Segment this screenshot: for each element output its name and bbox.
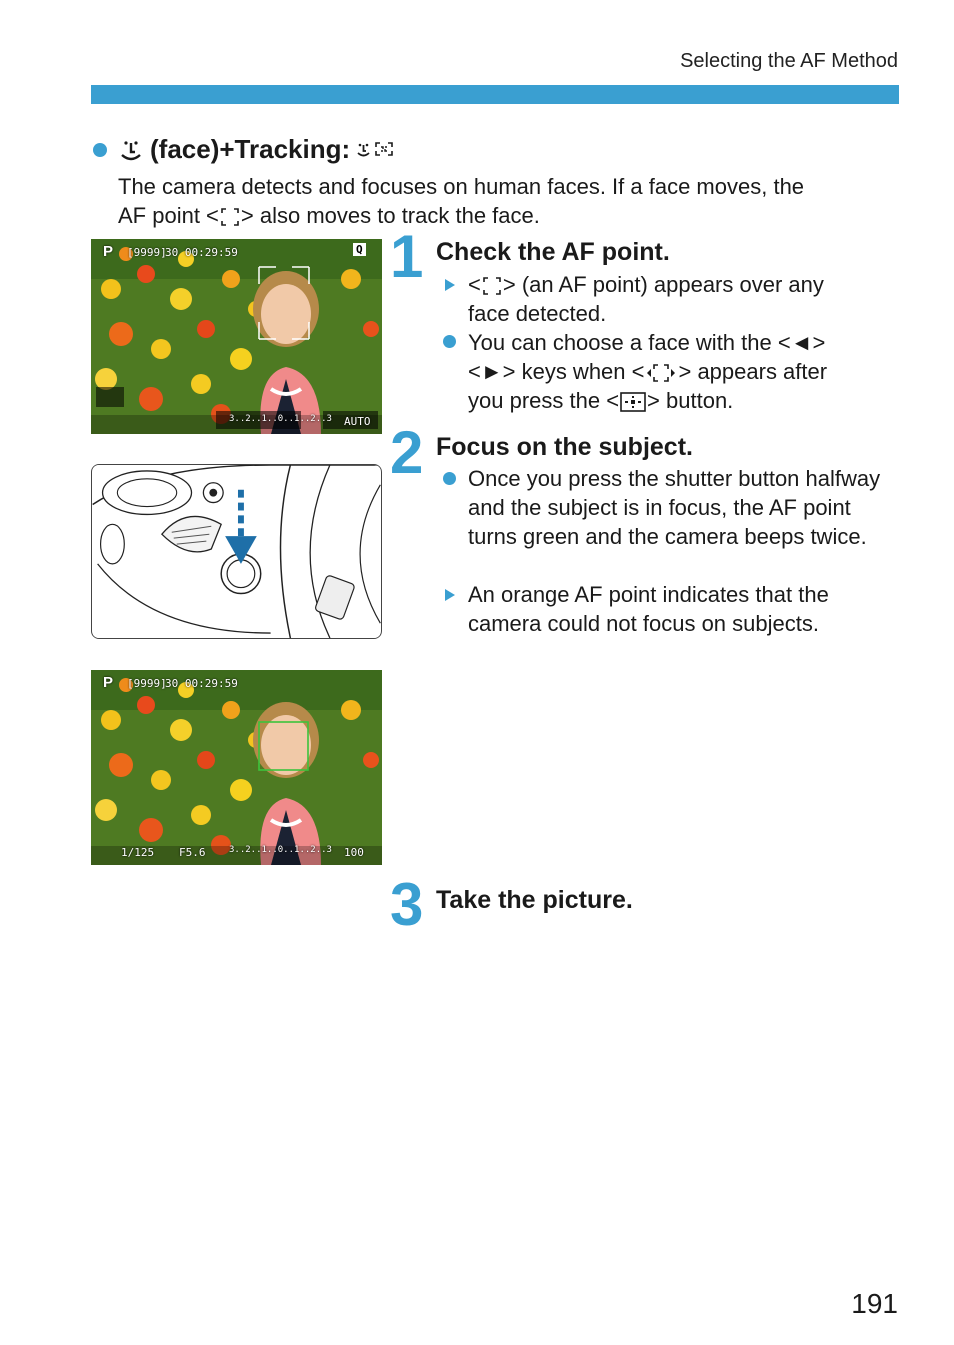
header-bar [91, 85, 899, 104]
shutter-button-illustration [91, 464, 382, 639]
flower-scene-focused [91, 670, 382, 865]
step-number: 3 [390, 871, 424, 938]
step-number: 1 [390, 223, 424, 290]
af-point-icon [219, 207, 241, 227]
result-marker [445, 589, 455, 601]
section-title-text: (face)+Tracking: [150, 134, 351, 164]
af-point-icon [481, 276, 503, 296]
iso-readout: 100 [344, 846, 364, 859]
live-view-face-detected [91, 239, 382, 434]
q-button: Q [353, 243, 366, 256]
timer-readout: 30 00:29:59 [165, 677, 238, 690]
face-icon [118, 137, 144, 163]
page-number: 191 [851, 1288, 898, 1319]
step-number: 2 [390, 419, 424, 486]
camera-top-drawing [92, 465, 381, 638]
shots-remaining: [9999] [127, 677, 167, 690]
shutter-speed: 1/125 [121, 846, 155, 859]
bullet-marker [443, 472, 456, 485]
exposure-scale: 3..2..1..0..1..2..3 [229, 414, 332, 424]
exposure-scale: 3..2..1..0..1..2..3 [229, 845, 332, 855]
timer-readout: 30 00:29:59 [165, 246, 238, 259]
live-view-focused [91, 670, 382, 865]
shooting-mode: P [103, 674, 114, 691]
result-marker [445, 279, 455, 291]
shots-remaining: [9999] [127, 246, 167, 259]
selectable-af-point-icon [644, 362, 678, 384]
section-description: The camera detects and focuses on human faces. If a face moves, the AF point < > also moves to track the face. [118, 174, 805, 228]
iso-readout: AUTO [344, 415, 371, 428]
step-title: Take the picture. [436, 886, 633, 914]
step-title: Check the AF point. [436, 238, 670, 266]
step-2-item-1: Once you press the shutter button halfway and the subject is in focus, the AF point turns green and the camera beeps twice. [468, 466, 881, 549]
step-title: Focus on the subject. [436, 433, 693, 461]
step-1-item-1: < > (an AF point) appears over any face detected. [468, 272, 824, 326]
section-title [118, 134, 396, 165]
bullet-marker [443, 335, 456, 348]
face-tracking-icon [356, 137, 396, 163]
step-2-item-2: An orange AF point indicates that the camera could not focus on subjects. [468, 582, 829, 636]
flower-scene [91, 239, 382, 434]
step-1-item-2: You can choose a face with the <◄> <►> keys when < > appears after you press the < > button. [468, 330, 828, 413]
shooting-mode: P [103, 243, 114, 260]
aperture: F5.6 [179, 846, 206, 859]
running-header: Selecting the AF Method [680, 50, 898, 72]
af-point-selection-button-icon [619, 391, 647, 413]
section-bullet [93, 143, 107, 157]
